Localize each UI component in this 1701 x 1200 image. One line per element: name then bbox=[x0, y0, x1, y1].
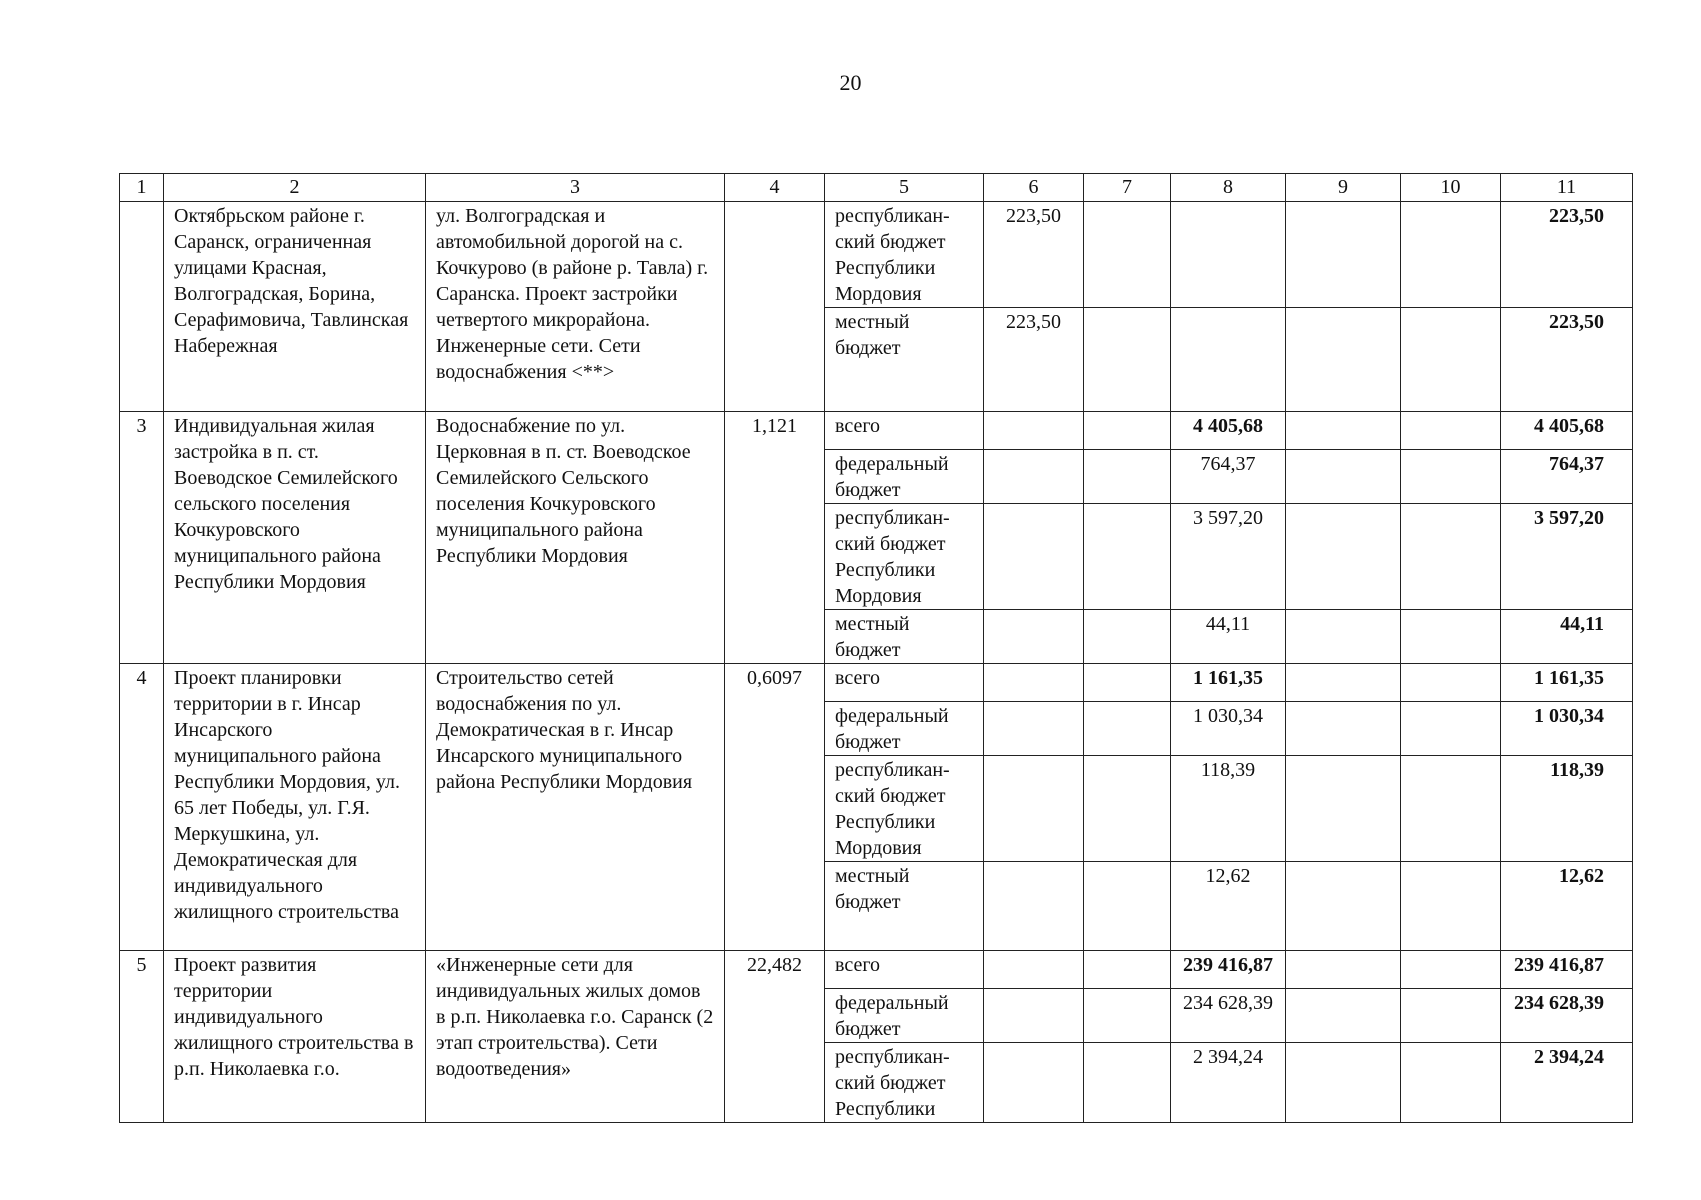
object-cell: Индивидуальная жилая застройка в п. ст. Воеводское Семилейского сельского поселения Кочкуровского муниципального района Республики Мордовия bbox=[164, 412, 426, 664]
empty-cell bbox=[1286, 862, 1401, 951]
row-number bbox=[120, 202, 164, 412]
header-cell: 2 bbox=[164, 174, 426, 202]
empty-cell bbox=[984, 664, 1084, 702]
value-col11: 2 394,24 bbox=[1501, 1043, 1633, 1123]
value-col11: 1 030,34 bbox=[1501, 702, 1633, 756]
table-row bbox=[120, 664, 1633, 702]
empty-cell bbox=[1084, 610, 1171, 664]
empty-cell bbox=[984, 756, 1084, 862]
empty-cell bbox=[1286, 412, 1401, 450]
empty-cell bbox=[1401, 610, 1501, 664]
header-row bbox=[120, 174, 1633, 202]
value-col8: 2 394,24 bbox=[1171, 1043, 1286, 1123]
value-col8: 118,39 bbox=[1171, 756, 1286, 862]
source-cell: всего bbox=[825, 412, 984, 450]
object-cell: Проект развития территории индивидуального жилищного строительства в р.п. Николаевка г.о. bbox=[164, 951, 426, 1123]
work-cell: Водоснабжение по ул. Церковная в п. ст. Воеводское Семилейского Сельского поселения Кочкуровского муниципального района Республики Мордовия bbox=[426, 412, 725, 664]
source-cell: всего bbox=[825, 951, 984, 989]
empty-cell bbox=[1084, 202, 1171, 308]
value-col8 bbox=[1171, 202, 1286, 308]
empty-cell bbox=[984, 412, 1084, 450]
header-cell: 10 bbox=[1401, 174, 1501, 202]
header-cell: 8 bbox=[1171, 174, 1286, 202]
empty-cell bbox=[1401, 951, 1501, 989]
empty-cell bbox=[1084, 450, 1171, 504]
empty-cell bbox=[1084, 412, 1171, 450]
empty-cell bbox=[1084, 504, 1171, 610]
empty-cell bbox=[1401, 412, 1501, 450]
work-cell: «Инженерные сети для индивидуальных жилых домов в р.п. Николаевка г.о. Саранск (2 этап строительства). Сети водоотведения» bbox=[426, 951, 725, 1123]
source-cell: местный бюджет bbox=[825, 862, 984, 951]
row-number: 3 bbox=[120, 412, 164, 664]
empty-cell bbox=[984, 951, 1084, 989]
empty-cell bbox=[984, 504, 1084, 610]
header-cell: 9 bbox=[1286, 174, 1401, 202]
header-cell: 7 bbox=[1084, 174, 1171, 202]
value-col8: 44,11 bbox=[1171, 610, 1286, 664]
value-col11: 764,37 bbox=[1501, 450, 1633, 504]
empty-cell bbox=[1084, 862, 1171, 951]
empty-cell bbox=[1286, 450, 1401, 504]
header-cell: 6 bbox=[984, 174, 1084, 202]
empty-cell bbox=[1286, 504, 1401, 610]
value-col11: 1 161,35 bbox=[1501, 664, 1633, 702]
empty-cell bbox=[1401, 1043, 1501, 1123]
empty-cell bbox=[1401, 664, 1501, 702]
empty-cell bbox=[984, 1043, 1084, 1123]
value-col8: 239 416,87 bbox=[1171, 951, 1286, 989]
empty-cell bbox=[1286, 664, 1401, 702]
empty-cell bbox=[1286, 756, 1401, 862]
page-number: 20 bbox=[839, 70, 862, 95]
header-cell: 1 bbox=[120, 174, 164, 202]
header-cell: 4 bbox=[725, 174, 825, 202]
empty-cell bbox=[1401, 756, 1501, 862]
header-cell: 11 bbox=[1501, 174, 1633, 202]
source-cell: местный бюджет bbox=[825, 610, 984, 664]
work-cell: ул. Волгоградская и автомобильной дорогой на с. Кочкурово (в районе р. Тавла) г. Саранска. Проект застройки четвертого микрорайона. Инженерные сети. Сети водоснабжения <**> bbox=[426, 202, 725, 412]
empty-cell bbox=[1401, 504, 1501, 610]
source-cell: республикан-ский бюджет Республики Мордовия bbox=[825, 202, 984, 308]
length-cell: 0,6097 bbox=[725, 664, 825, 951]
empty-cell bbox=[1286, 308, 1401, 412]
empty-cell bbox=[1286, 610, 1401, 664]
work-cell: Строительство сетей водоснабжения по ул. Демократическая в г. Инсар Инсарского муниципального района Республики Мордовия bbox=[426, 664, 725, 951]
value-col6: 223,50 bbox=[984, 202, 1084, 308]
empty-cell bbox=[1401, 202, 1501, 308]
source-cell: республикан-ский бюджет Республики Мордовия bbox=[825, 504, 984, 610]
header-cell: 5 bbox=[825, 174, 984, 202]
empty-cell bbox=[1401, 702, 1501, 756]
empty-cell bbox=[1084, 664, 1171, 702]
source-cell: местный бюджет bbox=[825, 308, 984, 412]
empty-cell bbox=[1286, 951, 1401, 989]
row-number: 4 bbox=[120, 664, 164, 951]
empty-cell bbox=[1286, 202, 1401, 308]
value-col8: 4 405,68 bbox=[1171, 412, 1286, 450]
value-col11: 223,50 bbox=[1501, 202, 1633, 308]
table-row bbox=[120, 202, 1633, 308]
empty-cell bbox=[984, 702, 1084, 756]
empty-cell bbox=[1084, 308, 1171, 412]
value-col8: 12,62 bbox=[1171, 862, 1286, 951]
value-col8: 1 030,34 bbox=[1171, 702, 1286, 756]
value-col11: 239 416,87 bbox=[1501, 951, 1633, 989]
value-col8: 234 628,39 bbox=[1171, 989, 1286, 1043]
row-number: 5 bbox=[120, 951, 164, 1123]
length-cell: 22,482 bbox=[725, 951, 825, 1123]
empty-cell bbox=[1084, 1043, 1171, 1123]
value-col11: 223,50 bbox=[1501, 308, 1633, 412]
value-col11: 44,11 bbox=[1501, 610, 1633, 664]
empty-cell bbox=[1084, 702, 1171, 756]
value-col11: 3 597,20 bbox=[1501, 504, 1633, 610]
empty-cell bbox=[984, 862, 1084, 951]
empty-cell bbox=[984, 989, 1084, 1043]
empty-cell bbox=[1084, 989, 1171, 1043]
empty-cell bbox=[1286, 989, 1401, 1043]
empty-cell bbox=[984, 610, 1084, 664]
value-col8: 764,37 bbox=[1171, 450, 1286, 504]
value-col11: 4 405,68 bbox=[1501, 412, 1633, 450]
empty-cell bbox=[1401, 450, 1501, 504]
source-cell: федеральный бюджет bbox=[825, 989, 984, 1043]
value-col8: 3 597,20 bbox=[1171, 504, 1286, 610]
empty-cell bbox=[1084, 951, 1171, 989]
value-col6: 223,50 bbox=[984, 308, 1084, 412]
empty-cell bbox=[1286, 1043, 1401, 1123]
object-cell: Октябрьском районе г. Саранск, ограниченная улицами Красная, Волгоградская, Борина, Серафимовича, Тавлинская Набережная bbox=[164, 202, 426, 412]
source-cell: федеральный бюджет bbox=[825, 702, 984, 756]
source-cell: всего bbox=[825, 664, 984, 702]
value-col8 bbox=[1171, 308, 1286, 412]
empty-cell bbox=[984, 450, 1084, 504]
table-row bbox=[120, 951, 1633, 989]
length-cell bbox=[725, 202, 825, 412]
empty-cell bbox=[1286, 702, 1401, 756]
empty-cell bbox=[1401, 862, 1501, 951]
source-cell: федеральный бюджет bbox=[825, 450, 984, 504]
empty-cell bbox=[1401, 989, 1501, 1043]
budget-table bbox=[119, 173, 1633, 1123]
value-col11: 12,62 bbox=[1501, 862, 1633, 951]
value-col11: 234 628,39 bbox=[1501, 989, 1633, 1043]
object-cell: Проект планировки территории в г. Инсар Инсарского муниципального района Республики Мордовия, ул. 65 лет Победы, ул. Г.Я. Меркушкина, ул. Демократическая для индивидуального жилищного строительства bbox=[164, 664, 426, 951]
empty-cell bbox=[1401, 308, 1501, 412]
source-cell: республикан-ский бюджет Республики Мордовия bbox=[825, 756, 984, 862]
value-col11: 118,39 bbox=[1501, 756, 1633, 862]
empty-cell bbox=[1084, 756, 1171, 862]
value-col8: 1 161,35 bbox=[1171, 664, 1286, 702]
length-cell: 1,121 bbox=[725, 412, 825, 664]
header-cell: 3 bbox=[426, 174, 725, 202]
table-row bbox=[120, 412, 1633, 450]
source-cell: республикан-ский бюджет Республики bbox=[825, 1043, 984, 1123]
